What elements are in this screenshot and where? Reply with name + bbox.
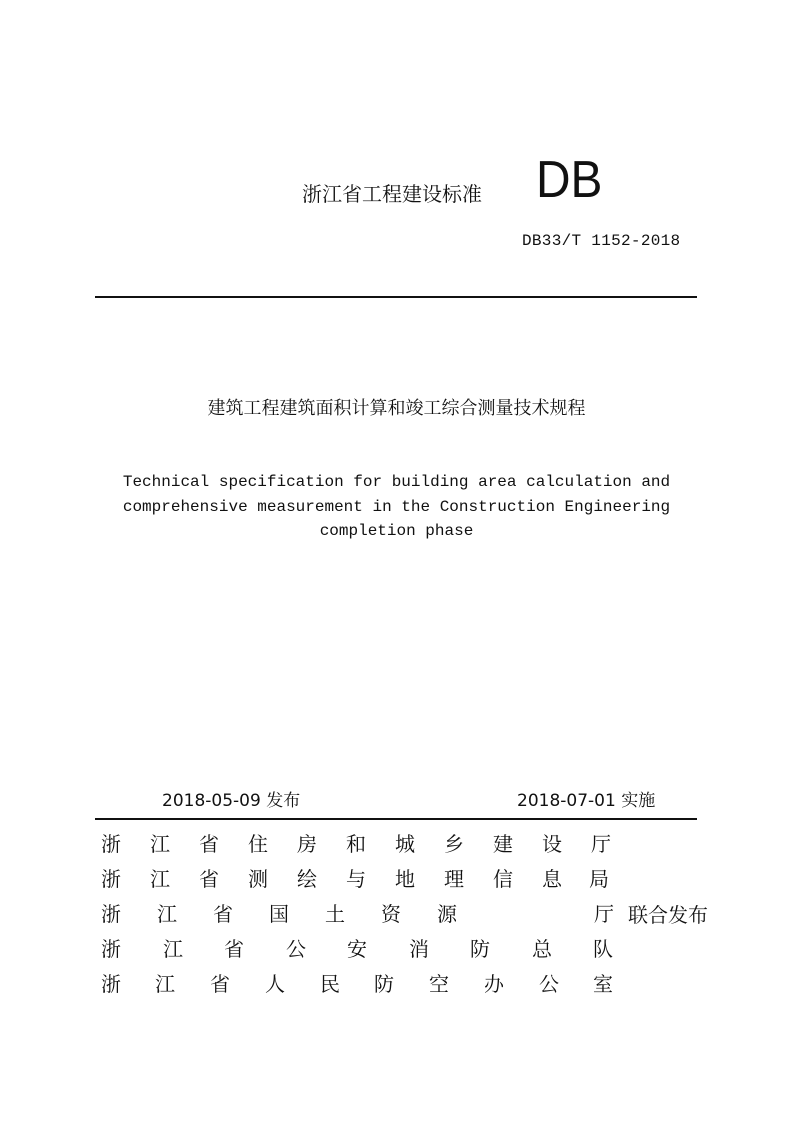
issuer-char: 信 xyxy=(493,867,513,891)
issuer-char: 城 xyxy=(395,832,415,856)
issuer-char: 省 xyxy=(210,972,230,996)
db-logo: DB xyxy=(536,151,603,209)
implementation-date: 2018-07-01 实施 xyxy=(517,791,656,811)
joint-issue-label: 联合发布 xyxy=(628,903,708,927)
issuer-char: 建 xyxy=(493,832,513,856)
issuer-char: 消 xyxy=(409,937,429,961)
issuer-char: 总 xyxy=(532,937,552,961)
issuer-char: 空 xyxy=(429,972,449,996)
english-title-line-2: comprehensive measurement in the Construction Engineering xyxy=(122,497,671,516)
issuer-char: 防 xyxy=(470,937,490,961)
issuer-char: 浙 xyxy=(101,937,121,961)
issuer-char: 房 xyxy=(297,832,317,856)
issuer-char: 浙 xyxy=(101,832,121,856)
issuer-char: 公 xyxy=(539,972,559,996)
issuer-char: 省 xyxy=(213,902,233,926)
issuer-char: 资 xyxy=(381,902,401,926)
issuer-char: 测 xyxy=(248,867,268,891)
issuer-char: 绘 xyxy=(297,867,317,891)
issuer-char: 与 xyxy=(346,867,366,891)
top-divider xyxy=(95,296,697,298)
issuer-char: 江 xyxy=(150,867,170,891)
english-title xyxy=(0,470,793,544)
issuer-char: 源 xyxy=(437,902,457,926)
issuer-char: 省 xyxy=(199,867,219,891)
issuer-char: 地 xyxy=(395,867,415,891)
issuer-char: 办 xyxy=(484,972,504,996)
issuer-char: 队 xyxy=(593,937,613,961)
bottom-divider xyxy=(95,818,697,820)
issuer-char: 和 xyxy=(346,832,366,856)
issuer-char: 江 xyxy=(150,832,170,856)
issuer-char: 设 xyxy=(542,832,562,856)
issuer-char: 江 xyxy=(155,972,175,996)
issuer-char: 国 xyxy=(269,902,289,926)
issuer-char: 浙 xyxy=(101,902,121,926)
english-title-line-1: Technical specification for building area calculation and xyxy=(122,473,671,491)
issuer-char: 浙 xyxy=(101,972,121,996)
issuer-char: 公 xyxy=(286,937,306,961)
issuer-char: 乡 xyxy=(444,832,464,856)
issue-date: 2018-05-09 发布 xyxy=(162,791,301,811)
issuer-char: 浙 xyxy=(101,867,121,891)
chinese-title: 建筑工程建筑面积计算和竣工综合测量技术规程 xyxy=(207,398,586,419)
issuer-char: 省 xyxy=(224,937,244,961)
issuer-char: 厅 xyxy=(591,832,611,856)
issuer-char: 局 xyxy=(589,867,609,891)
standard-code: DB33/T 1152-2018 xyxy=(522,232,681,250)
issuer-char: 人 xyxy=(265,972,285,996)
issuer-char: 厅 xyxy=(594,902,614,926)
issuer-char: 土 xyxy=(325,902,345,926)
standard-type-label: 浙江省工程建设标准 xyxy=(302,182,482,206)
issuer-char: 防 xyxy=(374,972,394,996)
issuer-char: 住 xyxy=(248,832,268,856)
issuer-char: 理 xyxy=(444,867,464,891)
issuer-char: 室 xyxy=(593,972,613,996)
issuer-char: 息 xyxy=(542,867,562,891)
issuer-char: 民 xyxy=(320,972,340,996)
issuer-char: 省 xyxy=(199,832,219,856)
english-title-line-3: completion phase xyxy=(319,522,474,540)
issuer-char: 江 xyxy=(157,902,177,926)
issuer-char: 江 xyxy=(163,937,183,961)
issuer-char: 安 xyxy=(347,937,367,961)
